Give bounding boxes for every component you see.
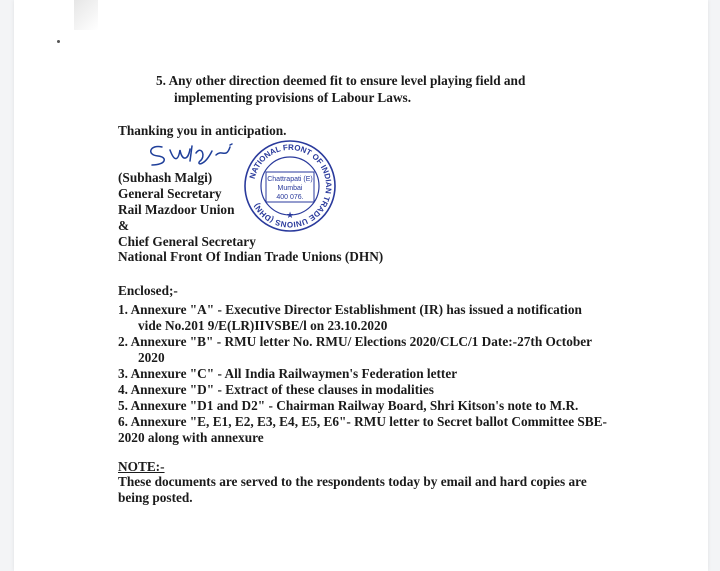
closing-text: Thanking you in anticipation. xyxy=(118,123,287,138)
note-line-1: These documents are served to the respondents today by email and hard copies are xyxy=(118,474,587,489)
signatory-org-2: National Front Of Indian Trade Unions (DHN) xyxy=(118,249,384,264)
note-line-2: being posted. xyxy=(118,490,193,505)
enclosure-item: 3. Annexure "C" - All India Railwaymen's Federation letter xyxy=(118,366,458,381)
note-heading: NOTE:- xyxy=(118,459,165,474)
page-fold xyxy=(74,0,98,30)
svg-text:★: ★ xyxy=(285,210,295,220)
enclosure-item: 4. Annexure "D" - Extract of these clauses in modalities xyxy=(118,382,434,397)
point-5-line-1: 5. Any other direction deemed fit to ensure level playing field and xyxy=(156,73,526,88)
page-mark xyxy=(57,40,60,43)
svg-text:Chattrapati (E): Chattrapati (E) xyxy=(267,176,313,183)
enclosure-item: 5. Annexure "D1 and D2" - Chairman Railway Board, Shri Kitson's note to M.R. xyxy=(118,398,579,413)
handwritten-signature xyxy=(142,141,234,169)
enclosed-heading: Enclosed;- xyxy=(118,283,178,298)
point-5-line-2: implementing provisions of Labour Laws. xyxy=(174,90,412,105)
union-seal-stamp xyxy=(242,138,338,234)
signatory-name: (Subhash Malgi) xyxy=(118,170,213,185)
signatory-org: Rail Mazdoor Union xyxy=(118,202,235,217)
signatory-ampersand: & xyxy=(118,218,130,233)
signatory-title: General Secretary xyxy=(118,186,222,201)
svg-text:NATIONAL FRONT OF INDIAN TRADE: NATIONAL FRONT OF INDIAN TRADE UNIONS (DHN) xyxy=(247,142,334,230)
svg-text:400 076.: 400 076. xyxy=(276,194,304,201)
enclosure-item: 2020 xyxy=(138,350,165,365)
document-page xyxy=(14,0,708,571)
svg-text:Mumbai: Mumbai xyxy=(277,185,303,192)
signatory-title-2: Chief General Secretary xyxy=(118,234,256,249)
enclosure-item: 2. Annexure "B" - RMU letter No. RMU/ Elections 2020/CLC/1 Date:-27th October xyxy=(118,334,593,349)
enclosure-item: 2020 along with annexure xyxy=(118,430,264,445)
enclosure-item: vide No.201 9/E(LR)IIVSBE/l on 23.10.2020 xyxy=(138,318,388,333)
enclosure-item: 1. Annexure "A" - Executive Director Establishment (IR) has issued a notification xyxy=(118,302,582,317)
enclosure-item: 6. Annexure "E, E1, E2, E3, E4, E5, E6"- RMU letter to Secret ballot Committee SBE- xyxy=(118,414,607,429)
